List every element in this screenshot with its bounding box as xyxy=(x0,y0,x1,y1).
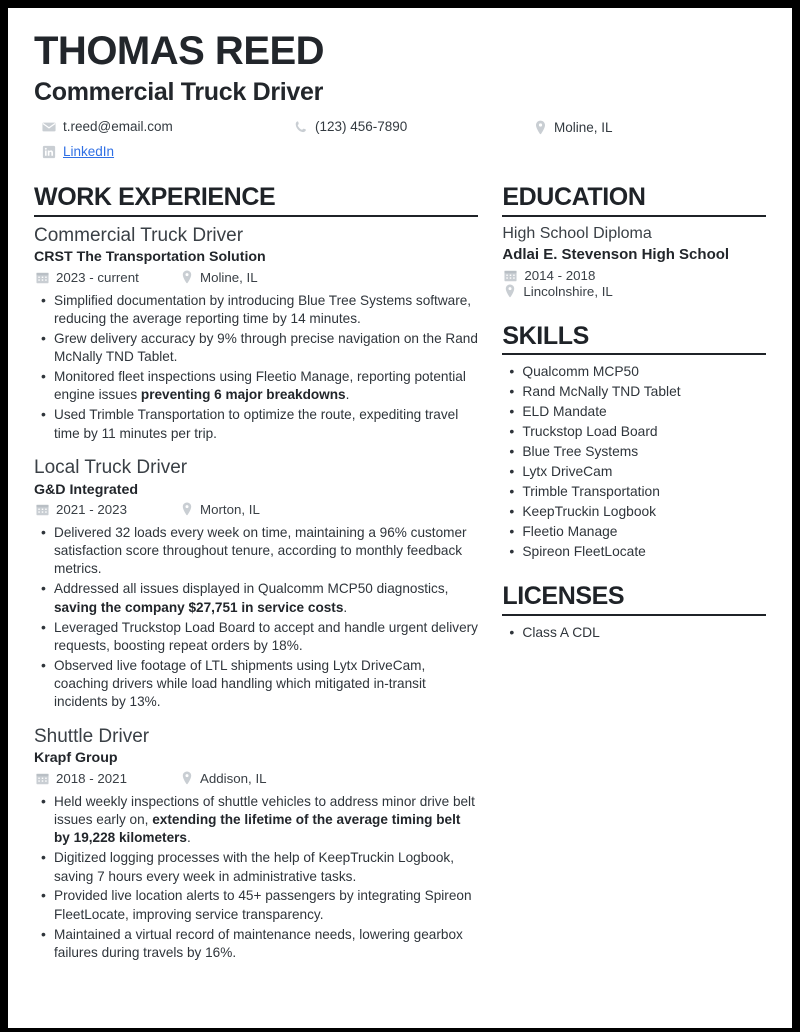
job-dates xyxy=(36,502,127,517)
job-location xyxy=(181,270,258,285)
contact-phone-text: (123) 456-7890 xyxy=(315,119,408,135)
bullet-text: Provided live location alerts to 45+ passengers by integrating Spireon FleetLocate, improving service transparency. xyxy=(54,888,472,922)
job-title: Commercial Truck Driver xyxy=(34,224,244,246)
contact-phone[interactable] xyxy=(294,120,407,134)
job-dates-text: 2021 - 2023 xyxy=(56,501,127,517)
skill-item: • Spireon FleetLocate xyxy=(502,542,766,562)
job-location xyxy=(181,502,260,517)
calendar-icon xyxy=(36,503,49,516)
contact-location-text: Moline, IL xyxy=(554,119,613,135)
phone-icon xyxy=(294,120,308,134)
calendar-icon xyxy=(36,772,49,785)
skills-list xyxy=(502,362,766,562)
job-bullet xyxy=(34,619,478,656)
skills-section xyxy=(502,323,766,563)
section-divider xyxy=(34,215,478,217)
linkedin-icon xyxy=(42,145,56,159)
bullet-text: Maintained a virtual record of maintenance needs, lowering gearbox failures during travels by 16%. xyxy=(54,926,463,960)
bullet-text: Monitored fleet inspections using Fleetio Manage, reporting potential engine issues xyxy=(54,368,466,403)
education-location xyxy=(502,284,766,299)
skill-item: • Fleetio Manage xyxy=(502,522,766,542)
location-pin-icon xyxy=(534,120,547,135)
section-divider xyxy=(502,353,766,355)
spacer xyxy=(502,299,766,323)
licenses-list xyxy=(502,623,766,643)
job-bullet xyxy=(34,793,478,848)
right-column xyxy=(502,184,766,964)
section-divider xyxy=(502,215,766,217)
job-location-text: Moline, IL xyxy=(200,269,258,285)
candidate-name: THOMAS REED xyxy=(34,29,325,73)
job-company: G&D Integrated xyxy=(34,481,139,498)
bullet-text: Grew delivery accuracy by 9% through precise navigation on the Rand McNally TND Tablet. xyxy=(54,330,478,365)
contact-linkedin[interactable] xyxy=(42,144,114,159)
job-title: Local Truck Driver xyxy=(34,456,188,478)
education-title: EDUCATION xyxy=(502,183,646,212)
skill-item: • ELD Mandate xyxy=(502,402,766,422)
job-bullet xyxy=(34,580,478,617)
location-pin-icon xyxy=(181,270,193,284)
work-experience-title: WORK EXPERIENCE xyxy=(34,183,276,212)
license-item: • Class A CDL xyxy=(502,623,766,643)
job-company: CRST The Transportation Solution xyxy=(34,249,266,266)
location-pin-icon xyxy=(181,771,193,785)
job-bullet-list xyxy=(34,292,478,443)
job-company: Krapf Group xyxy=(34,750,118,767)
bullet-tail: . xyxy=(345,387,350,403)
job-dates xyxy=(36,270,139,285)
bullet-bold: extending the lifetime of the average timing belt by 19,228 kilometers xyxy=(54,811,461,846)
skills-title: SKILLS xyxy=(502,321,589,350)
bullet-bold: preventing 6 major breakdowns xyxy=(140,387,346,403)
job-bullet xyxy=(34,657,478,712)
bullet-bold: saving the company $27,751 in service costs xyxy=(54,599,344,615)
education-section xyxy=(502,184,766,299)
contact-list xyxy=(34,120,766,168)
bullet-text: Addressed all issues displayed in Qualcomm MCP50 diagnostics, xyxy=(54,581,449,597)
job-bullet-list xyxy=(34,524,478,712)
job-bullet xyxy=(34,524,478,579)
skill-item: • Qualcomm MCP50 xyxy=(502,362,766,382)
bullet-tail: . xyxy=(187,830,191,846)
job-meta xyxy=(34,502,478,522)
bullet-text: Observed live footage of LTL shipments using Lytx DriveCam, coaching drivers while load handling which mitigated in-transit incidents by 13%. xyxy=(54,657,426,710)
job-bullet xyxy=(34,368,478,405)
work-experience-section xyxy=(34,184,478,962)
education-location-text: Lincolnshire, IL xyxy=(523,283,613,299)
resume-header xyxy=(34,30,766,168)
education-meta xyxy=(502,268,766,299)
skill-item: • Truckstop Load Board xyxy=(502,422,766,442)
bullet-text: Used Trimble Transportation to optimize the route, expediting travel time by 11 minutes per trip. xyxy=(54,407,459,441)
job-location-text: Addison, IL xyxy=(200,770,267,786)
spacer xyxy=(502,562,766,583)
skill-item: • KeepTruckin Logbook xyxy=(502,502,766,522)
job-dates xyxy=(36,771,127,786)
skill-item: • Blue Tree Systems xyxy=(502,442,766,462)
section-divider xyxy=(502,614,766,616)
job-title: Shuttle Driver xyxy=(34,725,150,747)
job-bullet-list xyxy=(34,793,478,963)
location-pin-icon xyxy=(504,284,516,298)
calendar-icon xyxy=(36,271,49,284)
education-dates xyxy=(502,268,766,283)
job-bullet xyxy=(34,849,478,886)
job-bullet xyxy=(34,406,478,443)
licenses-title: LICENSES xyxy=(502,582,625,611)
bullet-text: Leveraged Truckstop Load Board to accept and handle urgent delivery requests, boosting repeat orders by 18%. xyxy=(54,619,478,653)
column-gap xyxy=(478,184,502,964)
envelope-icon xyxy=(42,120,56,134)
resume-body xyxy=(34,184,766,964)
location-pin-icon xyxy=(181,502,193,516)
job-location-text: Morton, IL xyxy=(200,501,260,517)
resume-page xyxy=(8,8,792,1028)
job-meta xyxy=(34,771,478,791)
skill-item: • Rand McNally TND Tablet xyxy=(502,382,766,402)
bullet-text: Held weekly inspections of shuttle vehicles to address minor drive belt issues early on, xyxy=(54,793,475,827)
calendar-icon xyxy=(504,269,517,282)
bullet-text: Digitized logging processes with the help of KeepTruckin Logbook, saving 7 hours every week in administrative tasks. xyxy=(54,850,454,884)
education-degree: High School Diploma xyxy=(502,224,652,242)
linkedin-link[interactable]: LinkedIn xyxy=(63,144,115,160)
job-dates-text: 2018 - 2021 xyxy=(56,770,127,786)
bullet-text: Simplified documentation by introducing Blue Tree Systems software, reducing the average reporting time by 14 minutes. xyxy=(54,292,472,326)
contact-email-text: t.reed@email.com xyxy=(63,119,173,135)
bullet-text: Delivered 32 loads every week on time, maintaining a 96% customer satisfaction score throughout tenure, according to monthly feedback metrics. xyxy=(54,524,467,577)
job-bullet xyxy=(34,887,478,924)
education-school: Adlai E. Stevenson High School xyxy=(502,246,730,264)
job-entry xyxy=(34,224,478,443)
skill-item: • Trimble Transportation xyxy=(502,482,766,502)
job-entry xyxy=(34,456,478,712)
job-bullet xyxy=(34,330,478,367)
education-dates-text: 2014 - 2018 xyxy=(524,267,596,283)
contact-location xyxy=(534,120,613,135)
left-column xyxy=(34,184,478,964)
job-bullet xyxy=(34,292,478,329)
job-location xyxy=(181,771,267,786)
job-dates-text: 2023 - current xyxy=(56,269,139,285)
job-meta xyxy=(34,270,478,290)
contact-email[interactable] xyxy=(42,120,173,134)
bullet-tail: . xyxy=(343,599,348,615)
candidate-headline: Commercial Truck Driver xyxy=(34,78,324,107)
licenses-section xyxy=(502,583,766,643)
job-entry xyxy=(34,725,478,963)
skill-item: • Lytx DriveCam xyxy=(502,462,766,482)
job-bullet xyxy=(34,926,478,963)
